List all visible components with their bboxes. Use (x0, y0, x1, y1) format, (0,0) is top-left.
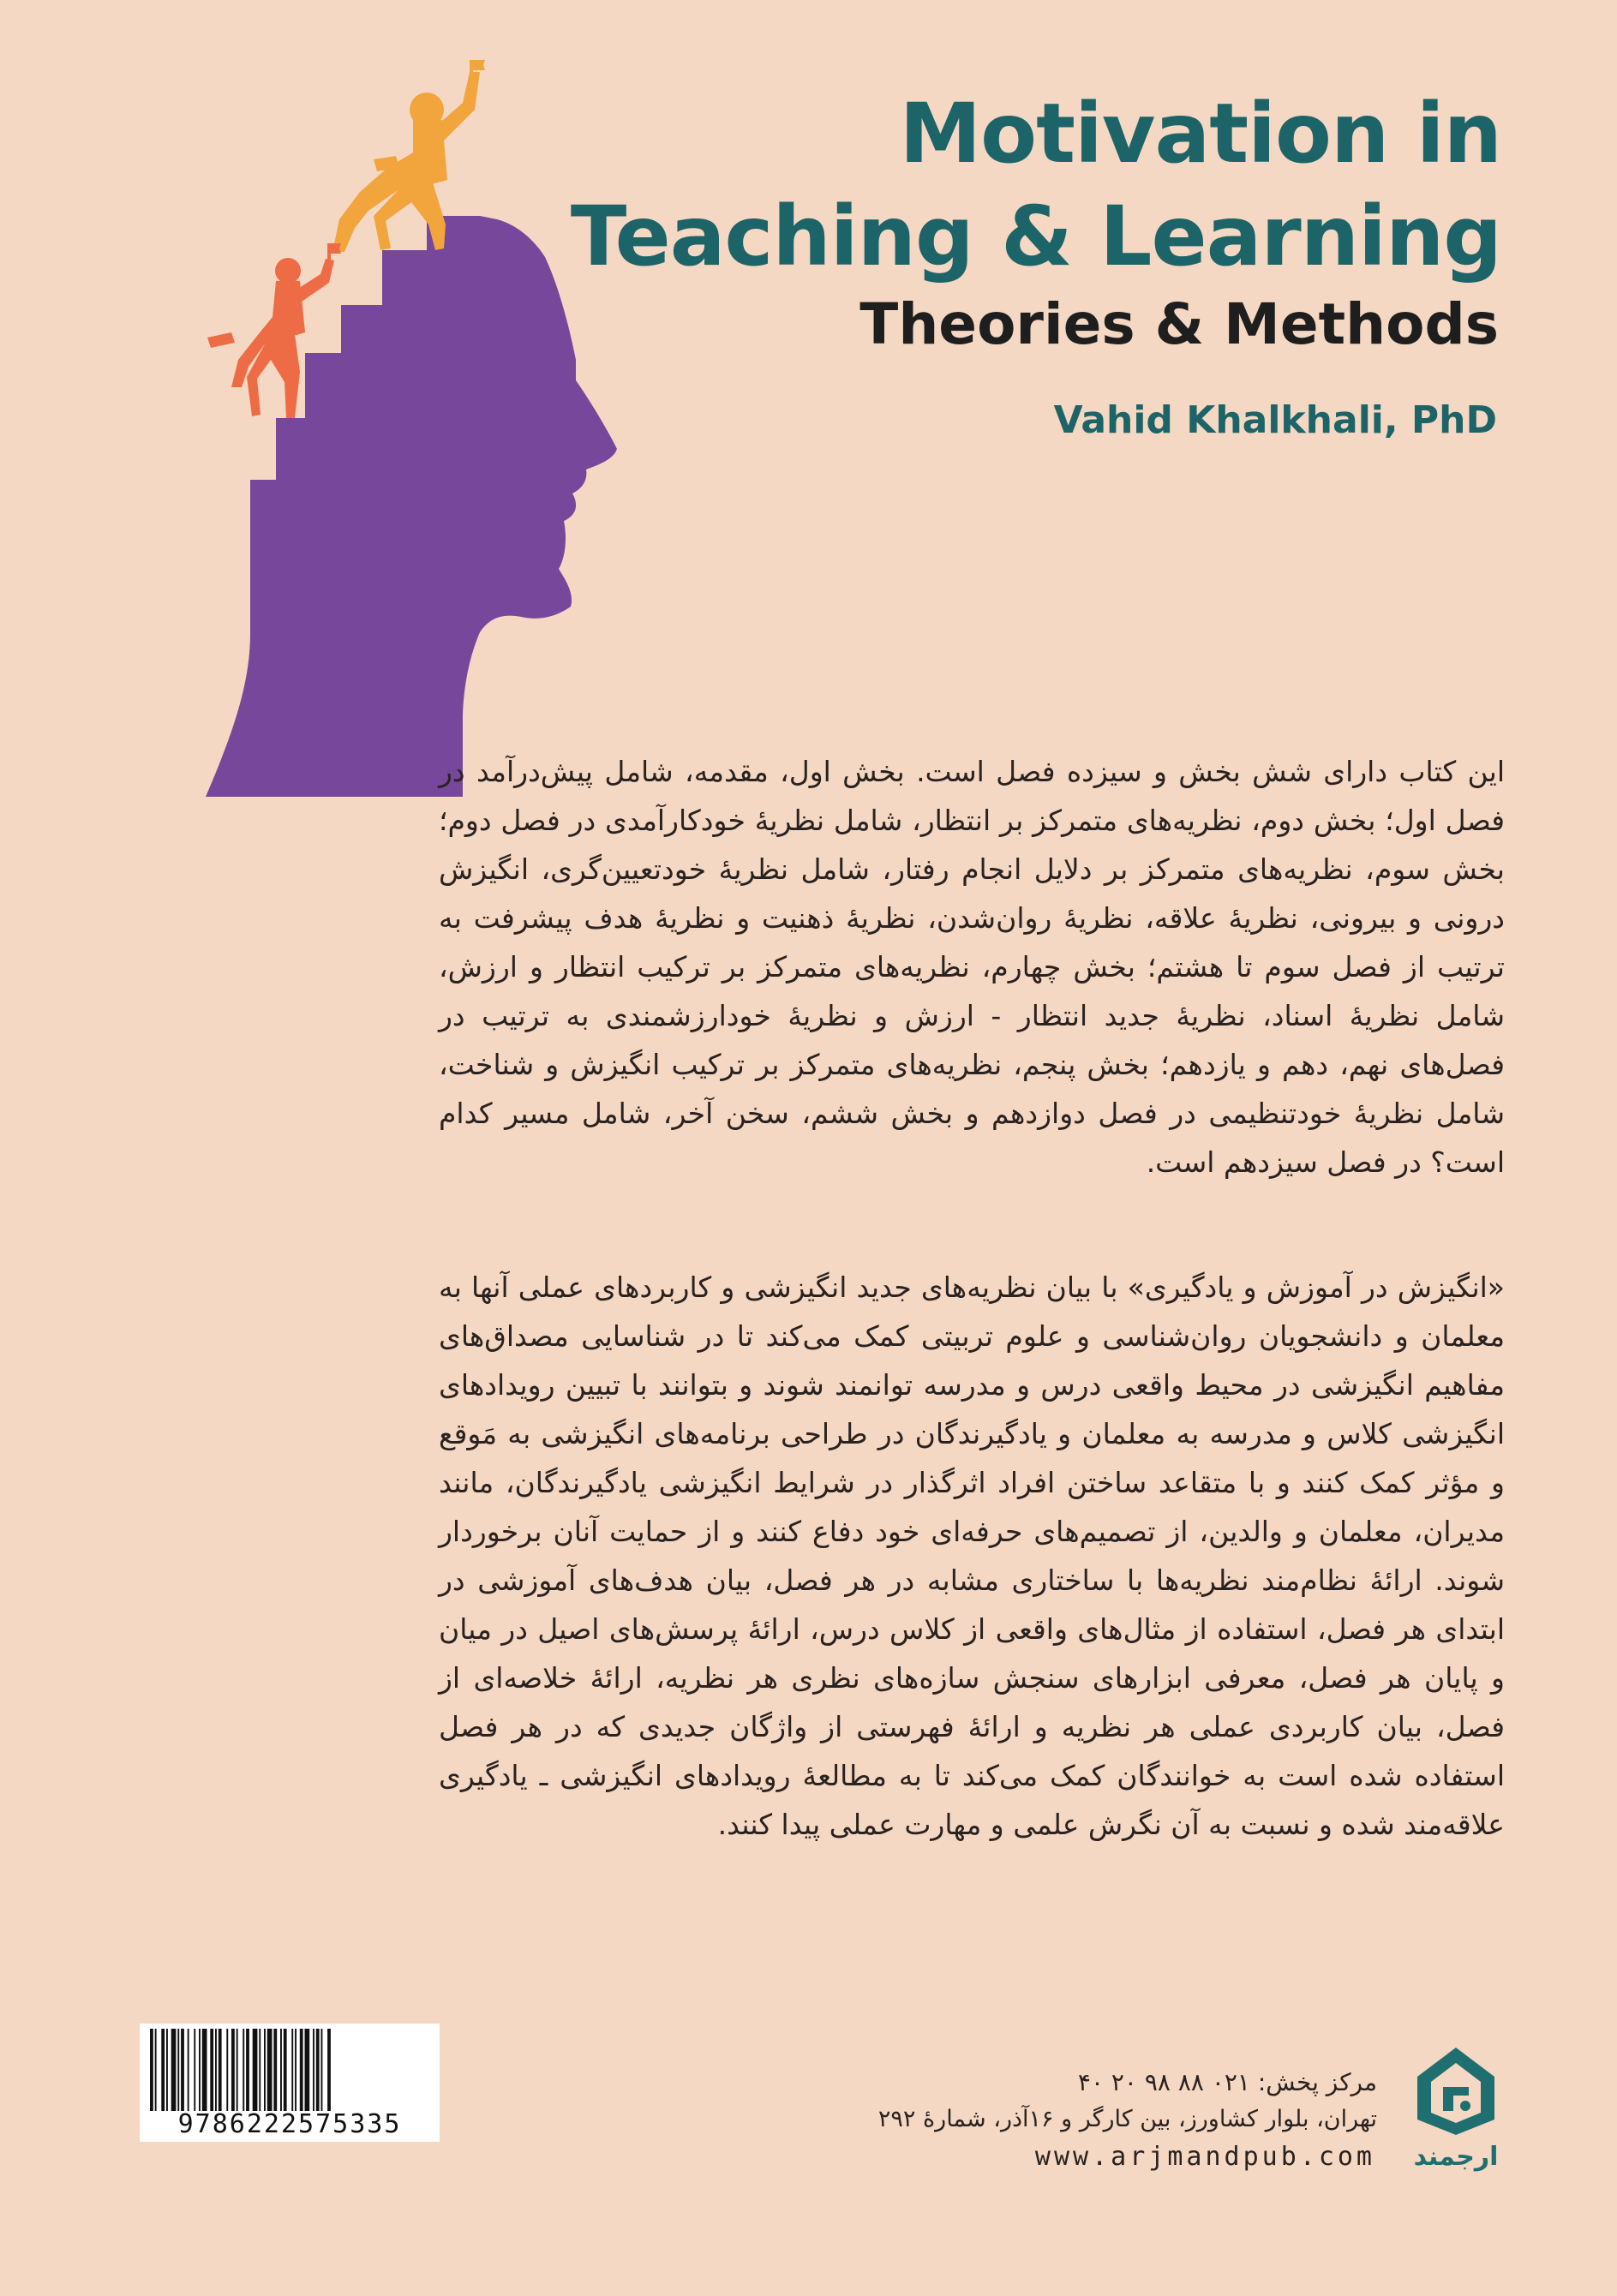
publisher-logo-icon (1409, 2044, 1503, 2138)
publisher-name: ارجمند (1413, 2142, 1499, 2172)
description-paragraph-2: «انگیزش در آموزش و یادگیری» با بیان نظریه‌های جدید انگیزشی و کاربردهای عملی آنها به معلمان و دانشجویان روان‌شناسی و علوم تربیتی کمک می‌کند تا در شناسایی مصداق‌های مفاهیم انگیزشی در محیط واقعی درس و مدرسه توانمند شوند و بتوانند با تبیین رویدادهای انگیزشی کلاس و مدرسه به معلمان و یادگیرندگان در طراحی برنامه‌های انگیزشی به مَوقع و مؤثر کمک کنند و با متقاعد ساختن افراد اثرگذار در شرایط انگیزشی یادگیرندگان، مانند مدیران، معلمان و والدین، از تصمیم‌های حرفه‌ای خود دفاع کنند و از حمایت آنان برخوردار شوند. ارائهٔ نظام‌مند نظریه‌ها با ساختاری مشابه در هر فصل، بیان هدف‌های آموزشی در ابتدای هر فصل، استفاده از مثال‌های واقعی از کلاس درس، ارائهٔ پرسش‌های اصیل در میان و پایان هر فصل، معرفی ابزارهای سنجش سازه‌های نظری هر نظریه، ارائهٔ خلاصه‌ای از فصل، بیان کاربردی عملی هر نظریه و ارائهٔ فهرستی از واژگان جدیدی که در هر فصل استفاده شده است به خوانندگان کمک می‌کند تا به مطالعهٔ رویدادهای انگیزشی ـ یادگیری علاقه‌مند شده و نسبت به آن نگرش علمی و مهارت عملی پیدا کنند. (439, 1271, 1505, 1841)
title-line-2: Teaching & Learning (570, 188, 1501, 284)
publisher-address: تهران، بلوار کشاورز، بین کارگر و ۱۶آذر، شمارهٔ ۲۹۲ (877, 2106, 1377, 2132)
head-staircase-illustration (0, 0, 651, 822)
subtitle: Theories & Methods (859, 291, 1499, 357)
head-silhouette (206, 216, 617, 797)
author-name: Vahid Khalkhali, PhD (1053, 398, 1497, 442)
title-line-1: Motivation in (899, 86, 1501, 182)
publisher-website: www.arjmandpub.com (1034, 2142, 1375, 2172)
barcode-bars (147, 2029, 433, 2111)
isbn-barcode (140, 2024, 440, 2142)
description-paragraph-1: این کتاب دارای شش بخش و سیزده فصل است. بخش اول، مقدمه، شامل پیش‌درآمد در فصل اول؛ بخش دوم، نظریه‌های متمرکز بر انتظار، شامل نظریهٔ خودکارآمدی در فصل دوم؛ بخش سوم، نظریه‌های متمرکز بر دلایل انجام رفتار، شامل نظریهٔ خودتعیین‌گری، انگیزش درونی و بیرونی، نظریهٔ علاقه، نظریهٔ روان‌شدن، نظریهٔ ذهنیت و نظریهٔ هدف پیشرفت به ترتیب از فصل سوم تا هشتم؛ بخش چهارم، نظریه‌های متمرکز بر ترکیب انتظار و ارزش، شامل نظریهٔ اسناد، نظریهٔ جدید انتظار - ارزش و نظریهٔ خودارزشمندی به ترتیب در فصل‌های نهم، دهم و یازدهم؛ بخش پنجم، نظریه‌های متمرکز بر ترکیب انگیزش و شناخت، شامل نظریهٔ خودتنظیمی در فصل دوازدهم و بخش ششم، سخن آخر، شامل مسیر کدام است؟ در فصل سیزدهم است. (439, 755, 1505, 1179)
distribution-phone: مرکز پخش: ۰۲۱ ۸۸ ۹۸ ۲۰ ۴۰ (1077, 2068, 1377, 2096)
isbn-number: 9786222575335 (177, 2109, 402, 2139)
